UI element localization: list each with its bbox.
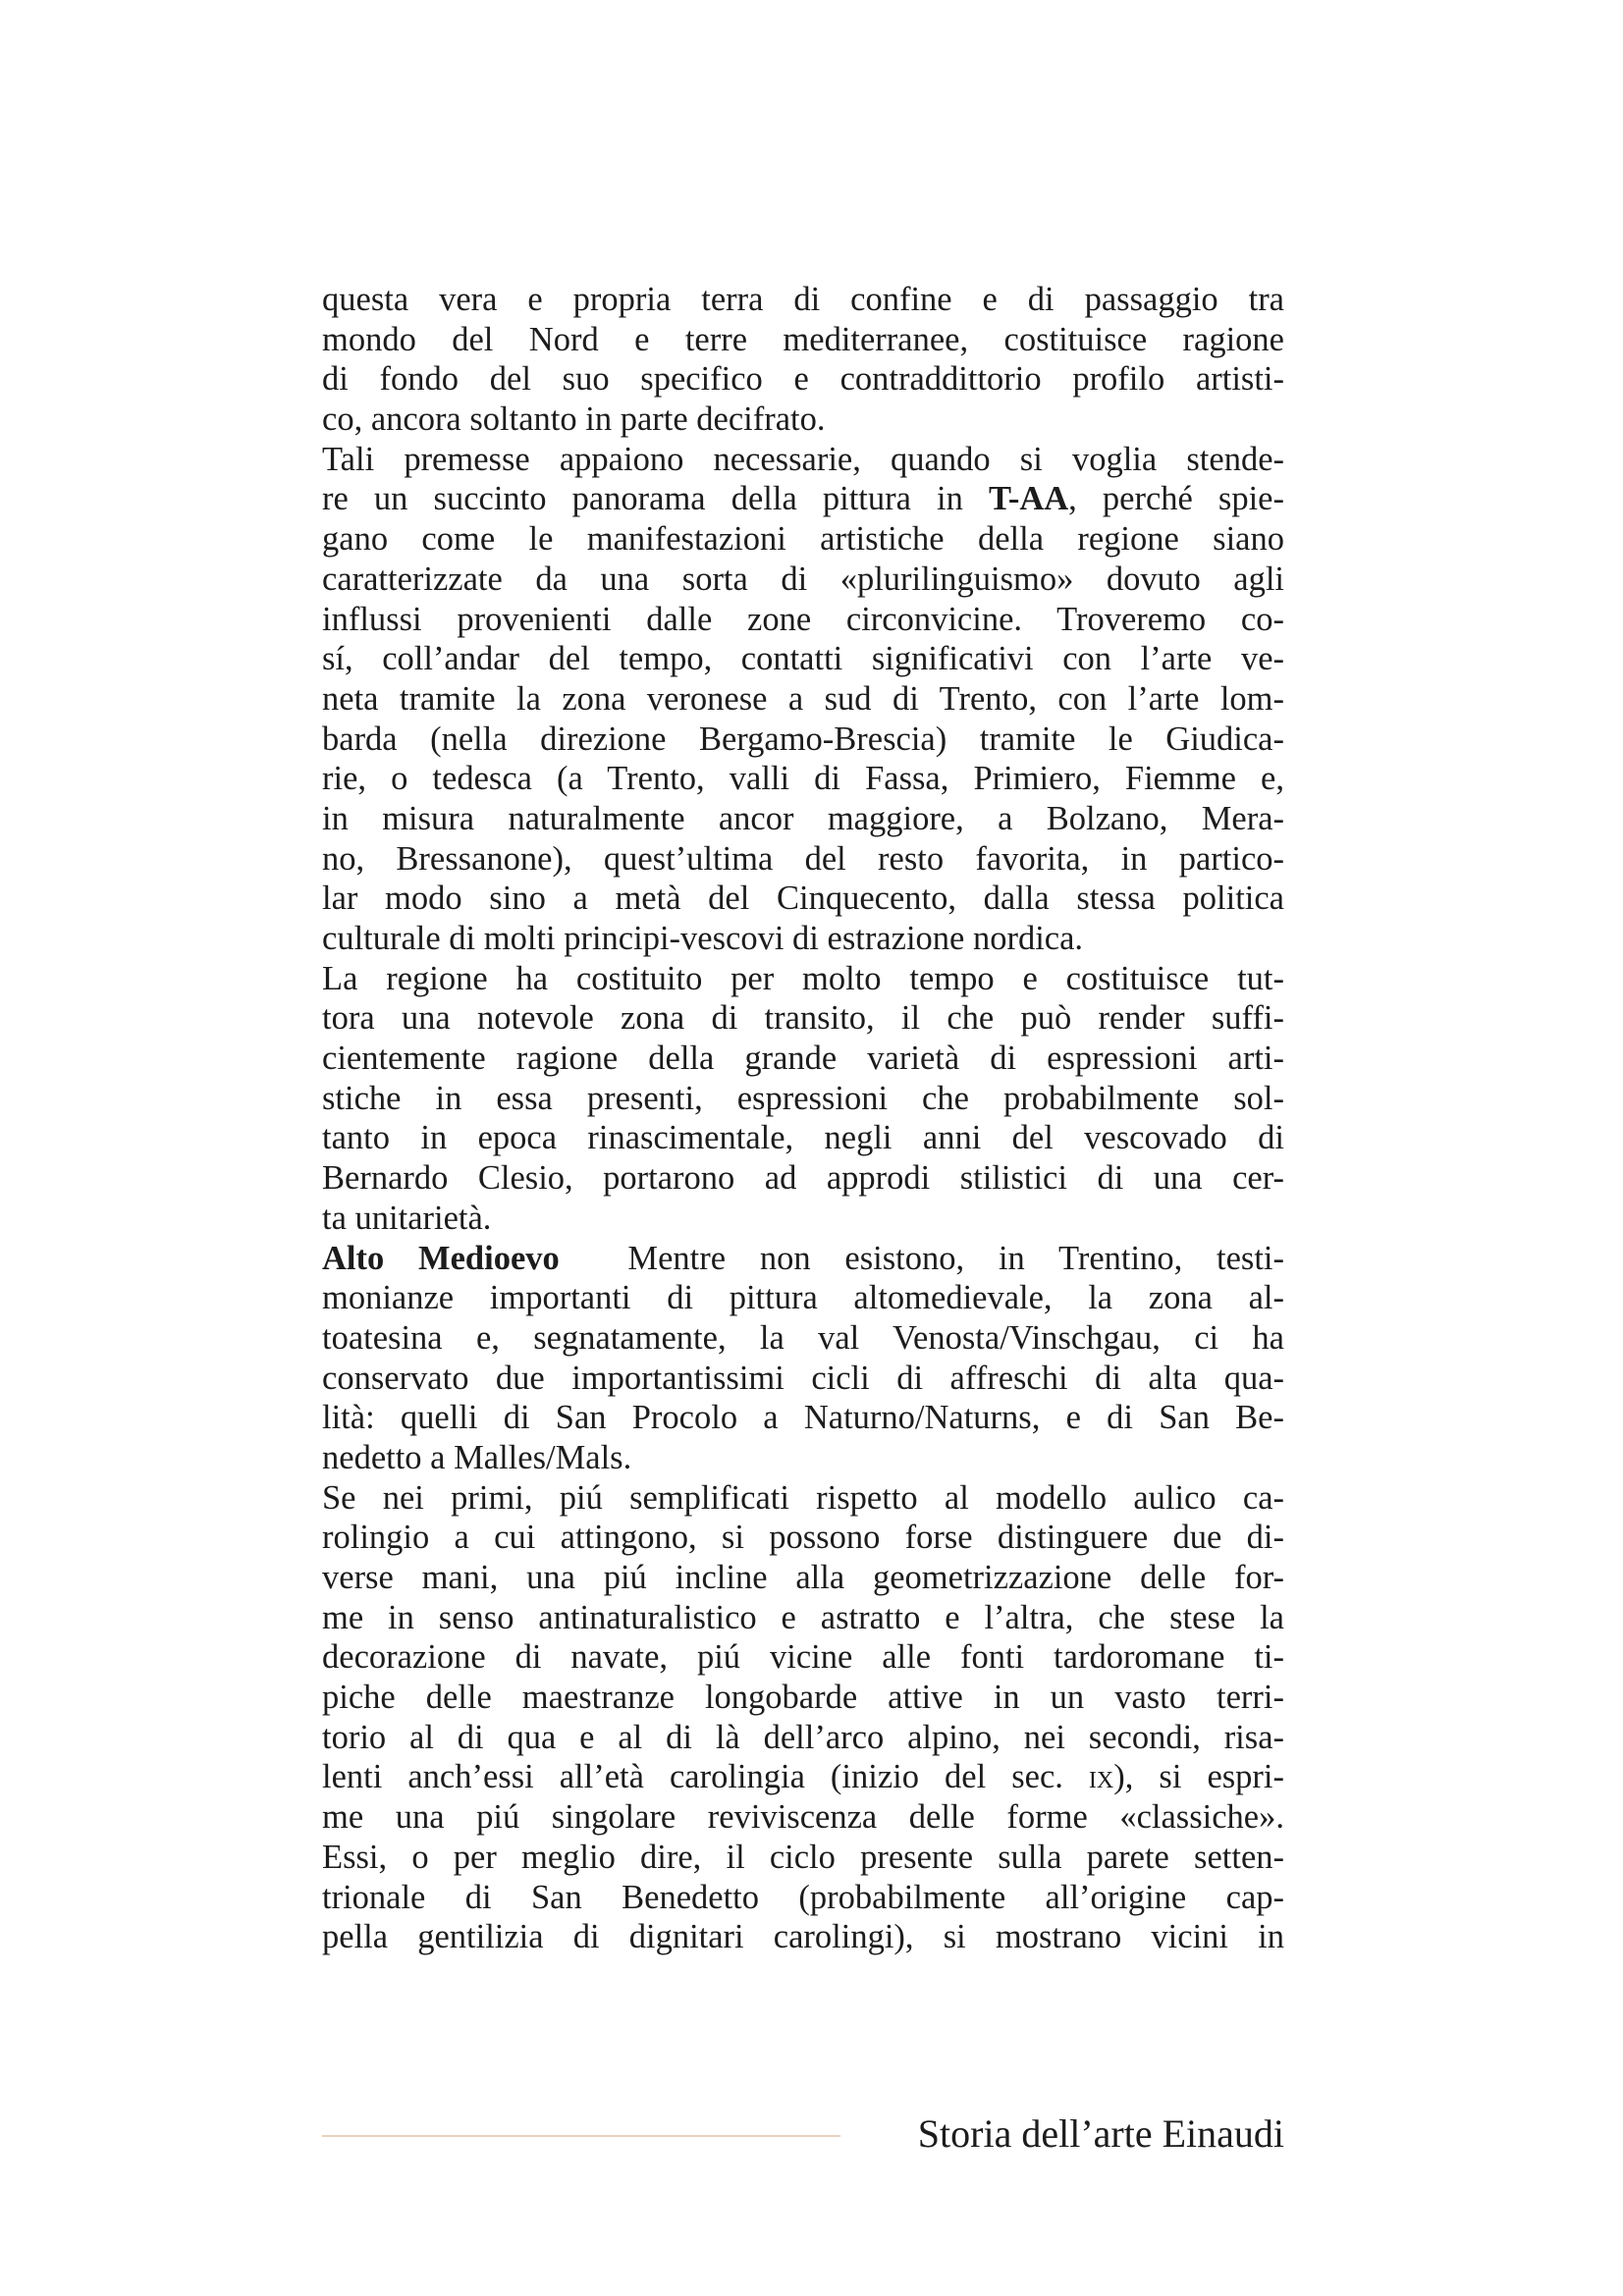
bold-term: Alto Medioevo xyxy=(322,1239,560,1277)
text-line: Essi, o per meglio dire, il ciclo presente sulla parete setten- xyxy=(322,1838,1284,1876)
text-line: decorazione di navate, piú vicine alle fonti tardoromane ti- xyxy=(322,1638,1284,1677)
text-line: cientemente ragione della grande varietà di espressioni arti- xyxy=(322,1040,1284,1078)
text-line: ta unitarietà. xyxy=(322,1199,492,1237)
text-line: gano come le manifestazioni artistiche della regione siano xyxy=(322,520,1284,559)
text-line: verse mani, una piú incline alla geometrizzazione delle for- xyxy=(322,1559,1284,1596)
footer-title: Storia dell’arte Einaudi xyxy=(917,2111,1284,2156)
text-run: Mentre non esistono, in Trentino, testi- xyxy=(559,1239,1284,1277)
text-line: pella gentilizia di dignitari carolingi), si mostrano vicini in xyxy=(322,1918,1284,1956)
text-line: in misura naturalmente ancor maggiore, a Bolzano, Mera- xyxy=(322,799,1284,837)
text-line: monianze importanti di pittura altomedievale, la zona al- xyxy=(322,1279,1284,1317)
text-line: mondo del Nord e terre mediterranee, costituisce ragione xyxy=(322,320,1284,358)
text-line: di fondo del suo specifico e contraddittorio profilo artisti- xyxy=(322,360,1284,399)
text-line: nedetto a Malles/Mals. xyxy=(322,1438,632,1476)
body-text xyxy=(322,280,1284,1957)
text-line: toatesina e, segnatamente, la val Venosta/Vinschgau, ci ha xyxy=(322,1318,1284,1357)
small-caps-numeral: ix xyxy=(1088,1758,1114,1796)
text-line: neta tramite la zona veronese a sud di Trento, con l’arte lom- xyxy=(322,679,1284,718)
text-line xyxy=(322,1239,1284,1279)
text-line: piche delle maestranze longobarde attive in un vasto terri- xyxy=(322,1679,1284,1717)
text-line: trionale di San Benedetto (probabilmente all’origine cap- xyxy=(322,1878,1284,1916)
text-line xyxy=(322,479,1284,519)
text-line: conservato due importantissimi cicli di affreschi di alta qua- xyxy=(322,1359,1284,1397)
text-line: co, ancora soltanto in parte decifrato. xyxy=(322,400,826,439)
text-line: La regione ha costituito per molto tempo e costituisce tut- xyxy=(322,959,1284,997)
text-line xyxy=(322,1757,1284,1797)
text-line: Bernardo Clesio, portarono ad approdi stilistici di una cer- xyxy=(322,1159,1284,1198)
text-line: me in senso antinaturalistico e astratto e l’altra, che stese la xyxy=(322,1598,1284,1636)
text-line: Se nei primi, piú semplificati rispetto al modello aulico ca- xyxy=(322,1478,1284,1517)
text-line: Tali premesse appaiono necessarie, quando si voglia stende- xyxy=(322,440,1284,478)
text-line: stiche in essa presenti, espressioni che probabilmente sol- xyxy=(322,1079,1284,1117)
text-line: lità: quelli di San Procolo a Naturno/Naturns, e di San Be- xyxy=(322,1399,1284,1437)
text-line: torio al di qua e al di là dell’arco alpino, nei secondi, risa- xyxy=(322,1718,1284,1756)
text-line: questa vera e propria terra di confine e di passaggio tra xyxy=(322,281,1284,318)
text-line: lar modo sino a metà del Cinquecento, dalla stessa politica xyxy=(322,880,1284,918)
text-line: culturale di molti principi-vescovi di estrazione nordica. xyxy=(322,920,1084,957)
text-line: sí, coll’andar del tempo, contatti significativi con l’arte ve- xyxy=(322,640,1284,678)
text-line: rie, o tedesca (a Trento, valli di Fassa, Primiero, Fiemme e, xyxy=(322,760,1284,798)
text-line: influssi provenienti dalle zone circonvicine. Troveremo co- xyxy=(322,600,1284,638)
bold-term: T-AA xyxy=(988,480,1069,518)
text-run: lenti anch’essi all’età carolingia (inizio del sec. xyxy=(322,1758,1089,1796)
text-run: ), si espri- xyxy=(1113,1758,1284,1796)
text-line: rolingio a cui attingono, si possono forse distinguere due di- xyxy=(322,1519,1284,1557)
text-run: , perché spie- xyxy=(1068,480,1284,518)
text-line: barda (nella direzione Bergamo-Brescia) tramite le Giudica- xyxy=(322,720,1284,758)
text-line: tora una notevole zona di transito, il che può render suffi- xyxy=(322,999,1284,1038)
text-run: re un succinto panorama della pittura in xyxy=(322,480,989,518)
text-line: me una piú singolare reviviscenza delle forme «classiche». xyxy=(322,1798,1284,1837)
text-line: caratterizzate da una sorta di «plurilinguismo» dovuto agli xyxy=(322,560,1284,598)
footer-rule xyxy=(322,2135,840,2137)
text-line: no, Bressanone), quest’ultima del resto favorita, in partico- xyxy=(322,839,1284,878)
text-line: tanto in epoca rinascimentale, negli anni del vescovado di xyxy=(322,1119,1284,1157)
